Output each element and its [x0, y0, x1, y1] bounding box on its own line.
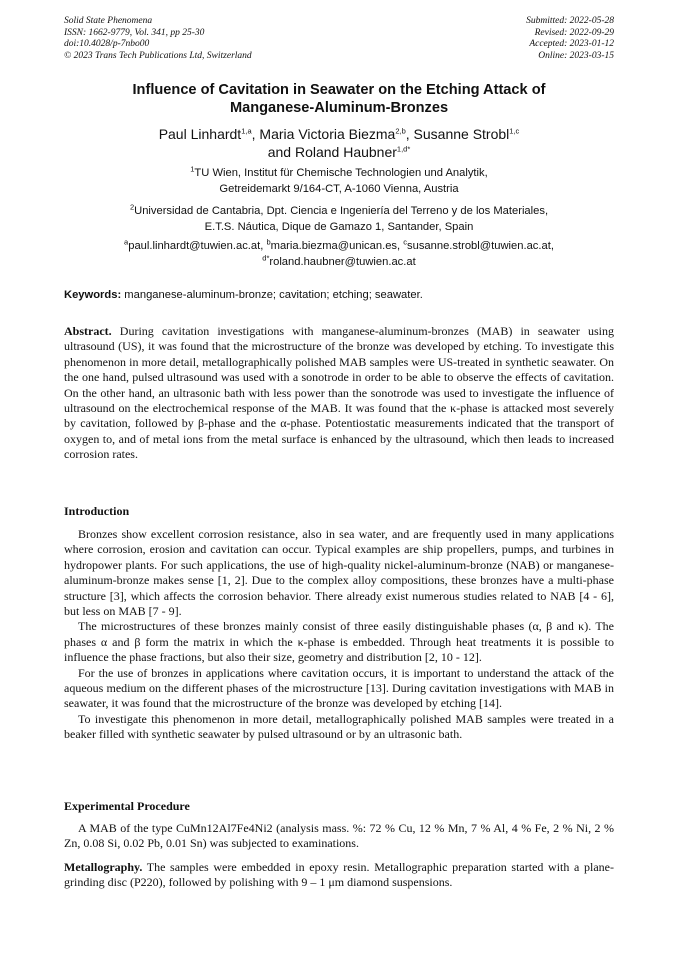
affiliation-sup: 1 — [190, 164, 195, 174]
paragraph: For the use of bronzes in applications where cavitation occurs, it is important to understand the attack of the aqueous medium on the different phases of the microstructure [13]. During cavitation investigations with MAB in seawater, it was found that the microstructure of the bronze was developed by etching [14]. — [64, 665, 614, 711]
email-list — [64, 239, 614, 270]
experimental-body — [64, 821, 614, 852]
affiliation-line: E.T.S. Náutica, Dique de Gamazo 1, Santander, Spain — [204, 220, 474, 233]
author-affil-sup: 1,d* — [396, 144, 411, 154]
author-name: Paul Linhardt — [158, 126, 242, 142]
paragraph: The microstructures of these bronzes mainly consist of three easily distinguishable phases (α, β and κ). The phases α and β form the matrix in which the κ-phase is embedded. Through heat treatments it is possible to influence the phase fractions, but also their size, geometry and distribution [2, 10 - 12]. — [64, 619, 614, 665]
abstract-text: During cavitation investigations with manganese-aluminum-bronzes (MAB) in seawater using ultrasound (US), it was found that the microstructure of the bronze was developed by etching. To investigate this phenomenon in more detail, metallographically polished MAB samples were US-treated in synthetic seawater. On the one hand, pulsed ultrasound was used with a sonotrode in order to be able to observe the effects of cavitation. On the other hand, an ultrasonic bath with less power than the sonotrode was used to investigate the influence of ultrasound on the electrochemical response of the MAB. It was found that the κ-phase is attacked most severely by cavitation, followed by β-phase and the α-phase. Potentiostatic measurements indicated that the transport of oxygen to, and of metal ions from the metal surface is enhanced by the ultrasound, which then leads to increased corrosion rates. — [64, 324, 614, 462]
keywords-text: manganese-aluminum-bronze; cavitation; etching; seawater. — [121, 289, 423, 301]
introduction-body — [64, 527, 614, 743]
journal-info — [64, 16, 384, 62]
date-revised: Revised: 2022-09-29 — [534, 27, 614, 38]
email-sup: c — [403, 237, 407, 247]
email-sup: d* — [262, 252, 270, 262]
metallography-paragraph — [64, 860, 614, 891]
keywords-label: Keywords: — [64, 289, 122, 301]
author-affil-sup: 2,b — [395, 126, 406, 136]
title-line-2: Manganese-Aluminum-Bronzes — [229, 99, 449, 116]
author-name: Maria Victoria Biezma — [259, 126, 396, 142]
journal-name: Solid State Phenomena — [64, 16, 153, 26]
author-list: Paul Linhardt$^{1,a}$, Maria Victoria Biezma$^{2,b}$, Susanne Strobl$^{1,c}$ and Roland Haubner$^{1,d*}$ — [158, 126, 520, 160]
date-online: Online: 2023-03-15 — [538, 50, 614, 61]
paragraph: To investigate this phenomenon in more detail, metallographically polished MAB samples were treated in a beaker filled with synthetic seawater by pulsed ultrasound or by an ultrasonic bath. — [64, 711, 614, 742]
affiliation-line: TU Wien, Institut für Chemische Technologien und Analytik, — [194, 167, 488, 179]
email-link[interactable]: roland.haubner@tuwien.ac.at — [269, 255, 416, 268]
paragraph: Bronzes show excellent corrosion resistance, also in sea water, and are frequently used in many applications where corrosion, erosion and cavitation can occur. Typical examples are ship propellers, pumps, and turbines in hydropower plants. For such applications, the use of high-quality nickel-aluminum-bronze (NAB) or manganese-aluminum-bronze makes sense [1, 2]. Due to the complex alloy compositions, these bronzes have a multi-phase structure [3], which affects the corrosion behavior. There already exist numerous studies related to NAB [4 - 6], but less on MAB [7 - 9]. — [64, 527, 614, 619]
author-affil-sup: 1,a — [241, 126, 252, 136]
journal-copyright: © 2023 Trans Tech Publications Ltd, Switzerland — [64, 50, 252, 61]
author-affil-sup: 1,c — [509, 126, 520, 136]
affiliation-2 — [64, 204, 614, 235]
author-name: Susanne Strobl — [413, 126, 510, 142]
email-link[interactable]: maria.biezma@unican.es, — [270, 240, 401, 252]
affiliation-line: Getreidemarkt 9/164-CT, A-1060 Vienna, Austria — [219, 182, 459, 195]
section-heading-experimental: Experimental Procedure — [64, 799, 190, 813]
keywords — [64, 288, 614, 302]
affiliation-line: Universidad de Cantabria, Dpt. Ciencia e Ingeniería del Terreno y de los Materiales, — [134, 205, 549, 217]
author-and: and — [267, 144, 292, 160]
email-link[interactable]: susanne.strobl@tuwien.ac.at, — [407, 240, 554, 252]
abstract — [64, 324, 614, 463]
email-sup: a — [124, 237, 129, 247]
metallography-text: The samples were embedded in epoxy resin. Metallographic preparation started with a plane-grinding disc (P220), followed by polishing with 9 – 1 μm diamond suspensions. — [64, 860, 614, 890]
abstract-label: Abstract. — [64, 324, 112, 338]
section-heading-introduction: Introduction — [64, 504, 130, 518]
affiliation-sup: 2 — [129, 202, 135, 212]
journal-issn: ISSN: 1662-9779, Vol. 341, pp 25-30 — [64, 27, 205, 38]
date-accepted: Accepted: 2023-01-12 — [529, 39, 614, 50]
paper-title — [64, 82, 614, 117]
email-link[interactable]: paul.linhardt@tuwien.ac.at, — [128, 240, 264, 252]
author-name: Roland Haubner — [294, 144, 397, 160]
paragraph: A MAB of the type CuMn12Al7Fe4Ni2 (analysis mass. %: 72 % Cu, 12 % Mn, 7 % Al, 4 % Fe, 2 % Ni, 2 % Zn, 0.08 Si, 0.02 Pb, 0.01 Sn) was subjected to examinations. — [64, 821, 614, 851]
article-dates — [364, 16, 614, 62]
metallography-label: Metallography. — [64, 860, 143, 874]
journal-doi[interactable]: doi:10.4028/p-7nbo00 — [64, 39, 150, 50]
email-sup: b — [266, 237, 271, 247]
affiliation-1 — [64, 166, 614, 197]
date-submitted: Submitted: 2022-05-28 — [526, 16, 614, 26]
title-line-1: Influence of Cavitation in Seawater on the Etching Attack of — [132, 82, 546, 98]
